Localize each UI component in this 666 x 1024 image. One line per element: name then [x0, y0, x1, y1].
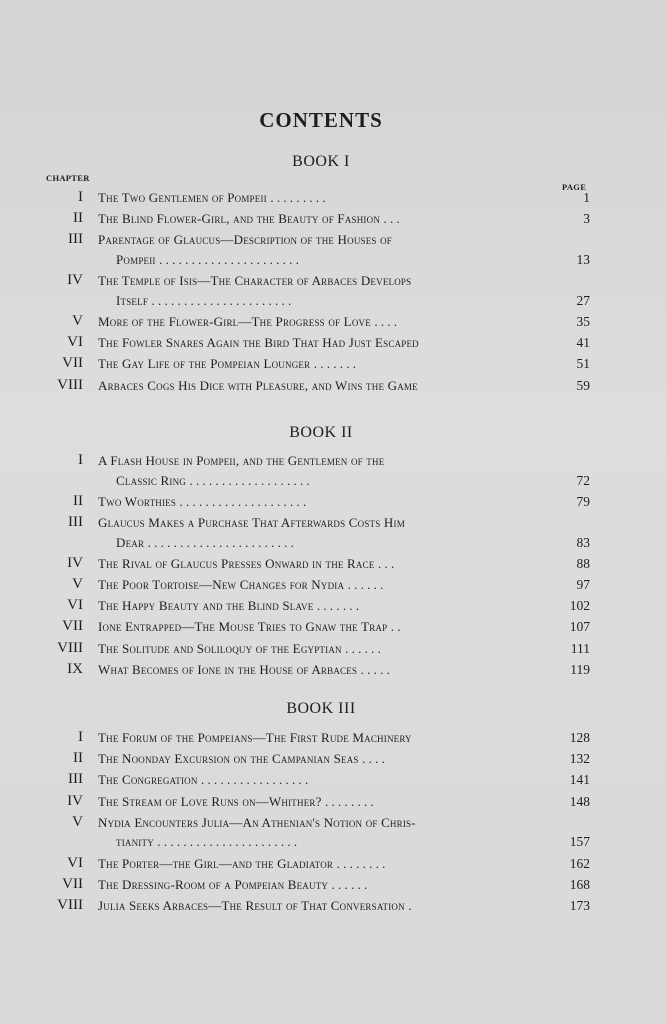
leader-dots: . . . . . . — [331, 876, 368, 892]
chapter-title-line: The Two Gentlemen of Pompeii — [98, 190, 267, 205]
leader-dots: . . . . — [362, 751, 385, 767]
chapter-title-line: Dear — [116, 534, 145, 550]
book-heading: BOOK II — [289, 424, 353, 441]
page-number: 51 — [576, 356, 590, 372]
page-number: 148 — [569, 793, 590, 809]
leader-dots: . . . . . . . . — [325, 793, 374, 809]
leader-dots: . . . . . . . . . — [270, 190, 326, 205]
leader-dots: . . . . . . . . . . . . . . . . . — [201, 772, 309, 788]
page-number: 157 — [569, 834, 590, 850]
chapter-number: IV — [67, 554, 83, 571]
chapter-title-line: Two Worthies — [98, 493, 177, 509]
page-number: 132 — [569, 751, 590, 767]
page-number: 119 — [570, 661, 590, 677]
chapter-number: IV — [67, 792, 83, 809]
leader-dots: . . . . . . . . . . . . . . . . . . . . . . — [151, 292, 292, 308]
chapter-title-line: A Flash House in Pompeii, and the Gentlemen of the — [98, 453, 385, 468]
page-number: 128 — [569, 730, 590, 745]
page-number: 162 — [569, 855, 590, 871]
page-number: 13 — [576, 252, 590, 267]
leader-dots: . . . — [383, 211, 400, 227]
leader-dots: . . . — [378, 555, 395, 571]
chapter-title-line: Arbaces Cogs His Dice with Pleasure, and Wins the Game — [98, 377, 418, 393]
page-number: 107 — [569, 619, 590, 635]
leader-dots: . . . . . — [360, 661, 390, 677]
leader-dots: . . . . . . . . . . . . . . . . . . . . — [179, 493, 307, 509]
leader-dots: . — [408, 898, 412, 913]
chapter-number: IX — [67, 660, 83, 677]
chapter-title-line: The Fowler Snares Again the Bird That Had Just Escaped — [98, 335, 419, 351]
leader-dots: . . . . . . . . . . . . . . . . . . . . . . — [157, 834, 298, 850]
chapter-title-line: Ione Entrapped—The Mouse Tries to Gnaw the Trap — [98, 619, 388, 635]
leader-dots: . . . . . . . — [313, 356, 357, 372]
page-number: 141 — [569, 772, 590, 788]
chapter-title-line: The Forum of the Pompeians—The First Rude Machinery — [98, 730, 412, 745]
chapter-number: II — [73, 210, 83, 227]
chapter-title-line: Parentage of Glaucus—Description of the Houses of — [98, 232, 392, 248]
page-column-label: PAGE — [562, 182, 587, 192]
book-heading: BOOK III — [286, 700, 356, 717]
chapter-title-line: The Happy Beauty and the Blind Slave — [98, 598, 314, 614]
chapter-number: VI — [67, 597, 83, 614]
contents-title: CONTENTS — [259, 108, 383, 132]
page-number: 79 — [576, 493, 590, 509]
chapter-number: I — [78, 729, 83, 745]
leader-dots: . . . . . . — [347, 577, 384, 592]
page-number: 173 — [569, 898, 590, 913]
page-number: 59 — [576, 377, 590, 393]
chapter-title-line: The Congregation — [98, 772, 198, 788]
page-number: 102 — [569, 598, 590, 614]
chapter-number: VII — [62, 618, 83, 635]
page-number: 41 — [576, 335, 590, 351]
leader-dots: . . . . . . . . . . . . . . . . . . . . . . . — [147, 534, 294, 550]
chapter-column-label: CHAPTER — [46, 173, 90, 183]
chapter-number: VII — [62, 875, 83, 892]
chapter-title-line: The Rival of Glaucus Presses Onward in the Race — [98, 555, 375, 571]
chapter-number: V — [72, 313, 83, 329]
chapter-title-line: tianity — [116, 834, 154, 850]
page-number: 35 — [576, 314, 590, 329]
page-number: 72 — [576, 472, 590, 488]
leader-dots: . . — [390, 619, 401, 635]
page-number: 88 — [576, 555, 590, 571]
chapter-title-line: Julia Seeks Arbaces—The Result of That Conversation — [98, 898, 405, 913]
chapter-title-line: Pompeii — [116, 252, 156, 267]
chapter-number: III — [68, 771, 83, 788]
chapter-number: VIII — [57, 897, 83, 913]
chapter-number: II — [73, 750, 83, 767]
chapter-title-line: The Temple of Isis—The Character of Arbaces Develops — [98, 273, 412, 289]
book-heading: BOOK I — [292, 153, 350, 170]
leader-dots: . . . . . . . — [316, 598, 360, 614]
chapter-number: VII — [62, 355, 83, 372]
chapter-title-line: The Stream of Love Runs on—Whither? — [98, 793, 322, 809]
leader-dots: . . . . . . — [345, 640, 381, 656]
chapter-title-line: The Dressing-Room of a Pompeian Beauty — [98, 876, 329, 892]
chapter-number: VI — [67, 854, 83, 871]
chapter-title-line: Nydia Encounters Julia—An Athenian's Notion of Chris- — [98, 814, 416, 830]
chapter-number: VIII — [57, 376, 83, 393]
chapter-number: I — [78, 189, 83, 205]
chapter-title-line: Itself — [116, 292, 149, 308]
chapter-number: VIII — [57, 639, 83, 656]
leader-dots: . . . . . . . . — [336, 855, 386, 871]
chapter-title-line: The Solitude and Soliloquy of the Egyptian — [98, 640, 342, 656]
chapter-number: I — [78, 452, 83, 468]
chapter-title-line: The Poor Tortoise—New Changes for Nydia — [98, 577, 345, 592]
chapter-title-line: More of the Flower-Girl—The Progress of Love — [98, 314, 371, 329]
page-number: 1 — [583, 190, 590, 205]
chapter-title-line: The Porter—the Girl—and the Gladiator — [98, 855, 334, 871]
chapter-number: II — [73, 492, 83, 509]
chapter-number: V — [72, 576, 83, 592]
chapter-number: III — [68, 231, 83, 248]
leader-dots: . . . . — [374, 314, 398, 329]
page-number: 168 — [569, 876, 590, 892]
chapter-title-line: What Becomes of Ione in the House of Arbaces — [98, 661, 358, 677]
page-number: 27 — [576, 292, 590, 308]
chapter-title-line: The Blind Flower-Girl, and the Beauty of Fashion — [98, 211, 381, 227]
page-number: 83 — [576, 534, 590, 550]
chapter-number: III — [68, 514, 83, 530]
chapter-title-line: Glaucus Makes a Purchase That Afterwards Costs Him — [98, 515, 405, 530]
page-number: 3 — [583, 211, 590, 227]
chapter-number: VI — [67, 334, 83, 351]
chapter-title-line: Classic Ring — [116, 472, 186, 488]
chapter-number: IV — [67, 272, 83, 289]
chapter-title-line: The Noonday Excursion on the Campanian Seas — [98, 751, 359, 767]
leader-dots: . . . . . . . . . . . . . . . . . . . . . . — [159, 252, 299, 267]
chapter-number: V — [72, 813, 83, 830]
page-number: 111 — [570, 640, 590, 656]
leader-dots: . . . . . . . . . . . . . . . . . . . — [189, 472, 310, 488]
chapter-title-line: The Gay Life of the Pompeian Lounger — [98, 356, 311, 372]
page-number: 97 — [576, 577, 590, 592]
